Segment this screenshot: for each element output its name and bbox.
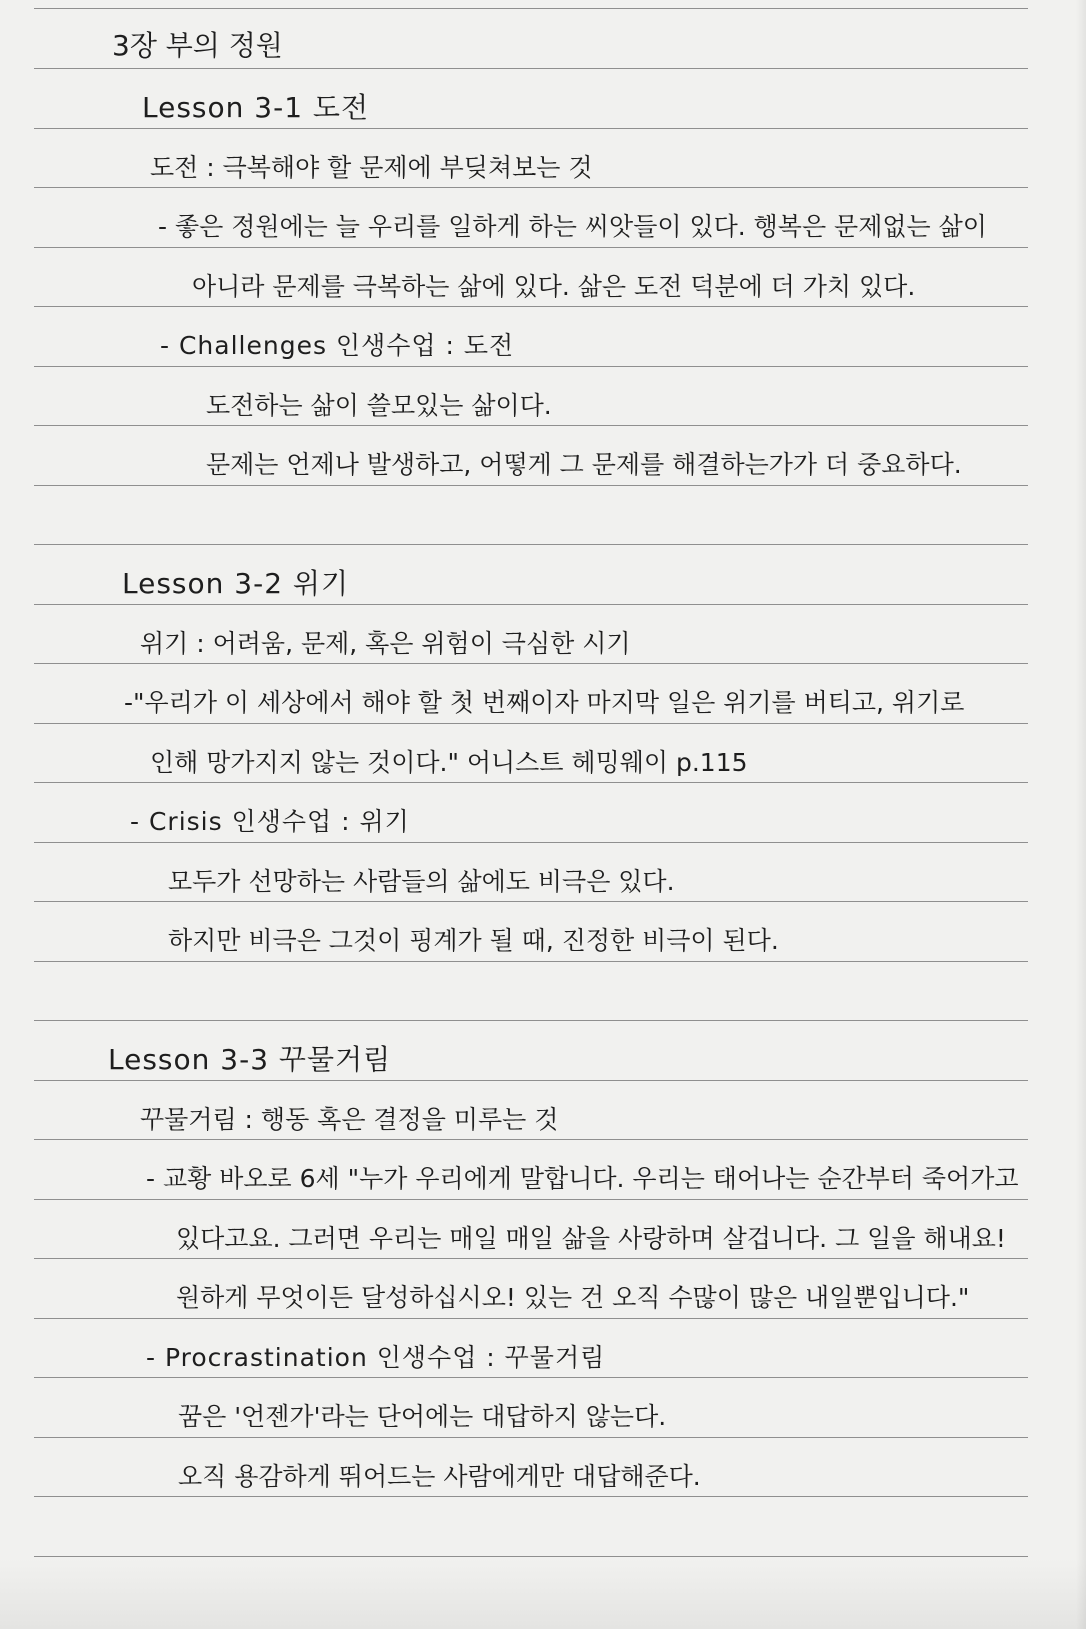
ruled-line — [34, 1377, 1028, 1378]
ruled-line — [34, 485, 1028, 486]
lesson-life-line: 모두가 선망하는 사람들의 삶에도 비극은 있다. — [168, 867, 675, 896]
lesson-life-line: 오직 용감하게 뛰어드는 사람에게만 대답해준다. — [178, 1462, 701, 1491]
ruled-line — [34, 842, 1028, 843]
ruled-line — [34, 1556, 1028, 1557]
ruled-line — [34, 128, 1028, 129]
ruled-line — [34, 604, 1028, 605]
ruled-line — [34, 723, 1028, 724]
lesson-life-line: 꿈은 '언젠가'라는 단어에는 대답하지 않는다. — [178, 1402, 667, 1431]
ruled-line — [34, 1080, 1028, 1081]
ruled-line — [34, 1258, 1028, 1259]
page-edge-shadow — [1076, 0, 1086, 1629]
lesson-quote-line: 인해 망가지지 않는 것이다." 어니스트 헤밍웨이 p.115 — [150, 748, 748, 777]
lesson-heading: Lesson 3-2 위기 — [122, 567, 350, 600]
lesson-definition: 꾸물거림 : 행동 혹은 결정을 미루는 것 — [140, 1105, 559, 1134]
lesson-heading: Lesson 3-1 도전 — [142, 91, 370, 124]
chapter-title: 3장 부의 정원 — [112, 29, 283, 62]
lesson-quote-line: - 좋은 정원에는 늘 우리를 일하게 하는 씨앗들이 있다. 행복은 문제없는 삶이 — [158, 212, 987, 241]
ruled-line — [34, 425, 1028, 426]
lesson-life-line: 문제는 언제나 발생하고, 어떻게 그 문제를 해결하는가가 더 중요하다. — [206, 450, 962, 479]
ruled-line — [34, 8, 1028, 9]
lesson-life-label: - Procrastination 인생수업 : 꾸물거림 — [146, 1343, 606, 1372]
ruled-line — [34, 961, 1028, 962]
lesson-life-label: - Challenges 인생수업 : 도전 — [160, 331, 515, 360]
ruled-line — [34, 1496, 1028, 1497]
ruled-line — [34, 1020, 1028, 1021]
ruled-line — [34, 366, 1028, 367]
lesson-heading: Lesson 3-3 꾸물거림 — [108, 1043, 392, 1076]
ruled-line — [34, 1199, 1028, 1200]
lesson-quote-line: 아니라 문제를 극복하는 삶에 있다. 삶은 도전 덕분에 더 가치 있다. — [192, 272, 916, 301]
ruled-line — [34, 1139, 1028, 1140]
lesson-definition: 도전 : 극복해야 할 문제에 부딪쳐보는 것 — [150, 153, 593, 182]
ruled-line — [34, 901, 1028, 902]
lesson-quote-line: - 교황 바오로 6세 "누가 우리에게 말합니다. 우리는 태어나는 순간부터 죽어가고 — [146, 1164, 1019, 1193]
ruled-line — [34, 247, 1028, 248]
ruled-line — [34, 663, 1028, 664]
ruled-line — [34, 1318, 1028, 1319]
lesson-quote-line: 원하게 무엇이든 달성하십시오! 있는 건 오직 수많이 많은 내일뿐입니다." — [176, 1283, 970, 1312]
ruled-line — [34, 187, 1028, 188]
lesson-life-label: - Crisis 인생수업 : 위기 — [130, 807, 410, 836]
lesson-life-line: 도전하는 삶이 쓸모있는 삶이다. — [206, 391, 552, 420]
lesson-life-line: 하지만 비극은 그것이 핑계가 될 때, 진정한 비극이 된다. — [168, 926, 779, 955]
lesson-quote-line: -"우리가 이 세상에서 해야 할 첫 번째이자 마지막 일은 위기를 버티고, 위기로 — [124, 688, 965, 717]
ruled-line — [34, 1437, 1028, 1438]
ruled-line — [34, 68, 1028, 69]
lesson-definition: 위기 : 어려움, 문제, 혹은 위험이 극심한 시기 — [140, 629, 631, 658]
ruled-line — [34, 306, 1028, 307]
ruled-line — [34, 782, 1028, 783]
ruled-line — [34, 544, 1028, 545]
lesson-quote-line: 있다고요. 그러면 우리는 매일 매일 삶을 사랑하며 살겁니다. 그 일을 해내요! — [176, 1224, 1006, 1253]
page-bottom-edge — [0, 1559, 1086, 1629]
